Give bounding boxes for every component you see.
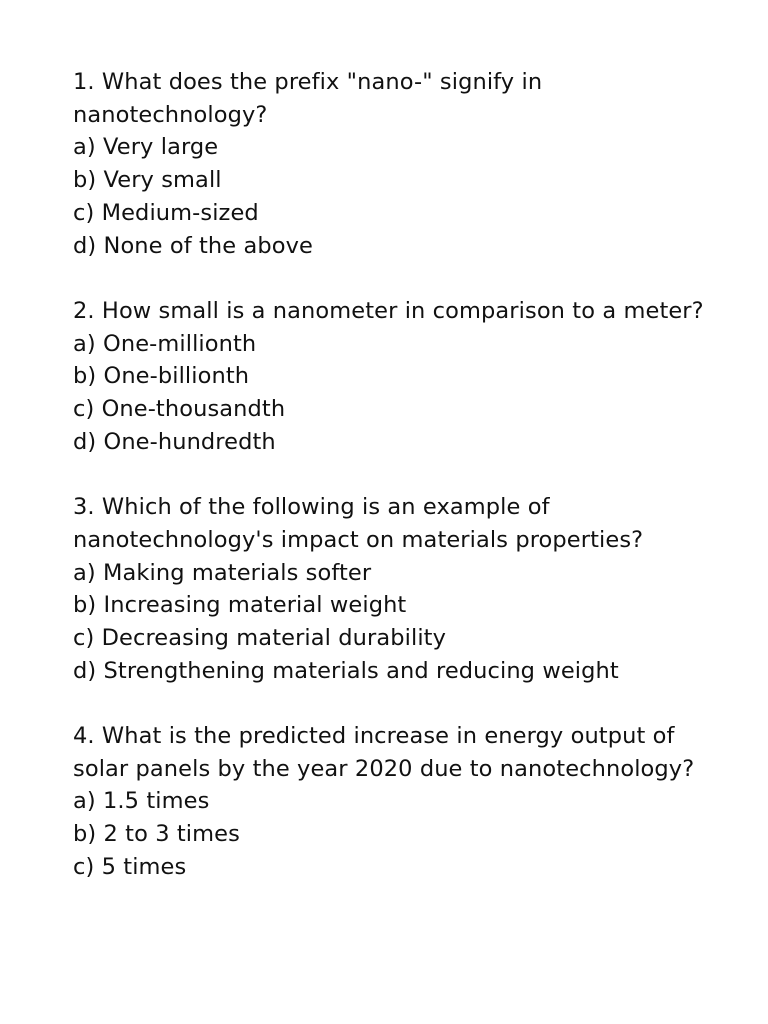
question-1: [73, 66, 733, 262]
answer-option: c) Medium-sized: [73, 199, 259, 226]
question-text: 4. What is the predicted increase in energy output of solar panels by the year 2020 due to nanotechnology?: [73, 723, 695, 782]
answer-option: d) None of the above: [73, 232, 313, 259]
answer-option: b) 2 to 3 times: [73, 821, 240, 848]
answer-option: b) Very small: [73, 167, 222, 194]
answer-option: c) One-thousandth: [73, 396, 286, 423]
question-3: [73, 491, 733, 687]
question-text: 2. How small is a nanometer in comparison to a meter?: [73, 297, 704, 324]
answer-option: d) Strengthening materials and reducing weight: [73, 657, 619, 684]
answer-option: a) Making materials softer: [73, 559, 372, 586]
answer-option: a) 1.5 times: [73, 788, 210, 815]
quiz-document: [73, 66, 733, 884]
answer-option: c) Decreasing material durability: [73, 624, 447, 651]
question-4: [73, 720, 733, 884]
question-text: 3. Which of the following is an example of nanotechnology's impact on materials properties?: [73, 494, 644, 553]
question-2: [73, 295, 733, 459]
question-text: 1. What does the prefix "nano-" signify in nanotechnology?: [73, 69, 543, 128]
answer-option: b) Increasing material weight: [73, 592, 407, 619]
answer-option: b) One-billionth: [73, 363, 250, 390]
answer-option: a) One-millionth: [73, 330, 257, 357]
answer-option: c) 5 times: [73, 853, 187, 880]
answer-option: d) One-hundredth: [73, 428, 276, 455]
answer-option: a) Very large: [73, 134, 219, 161]
